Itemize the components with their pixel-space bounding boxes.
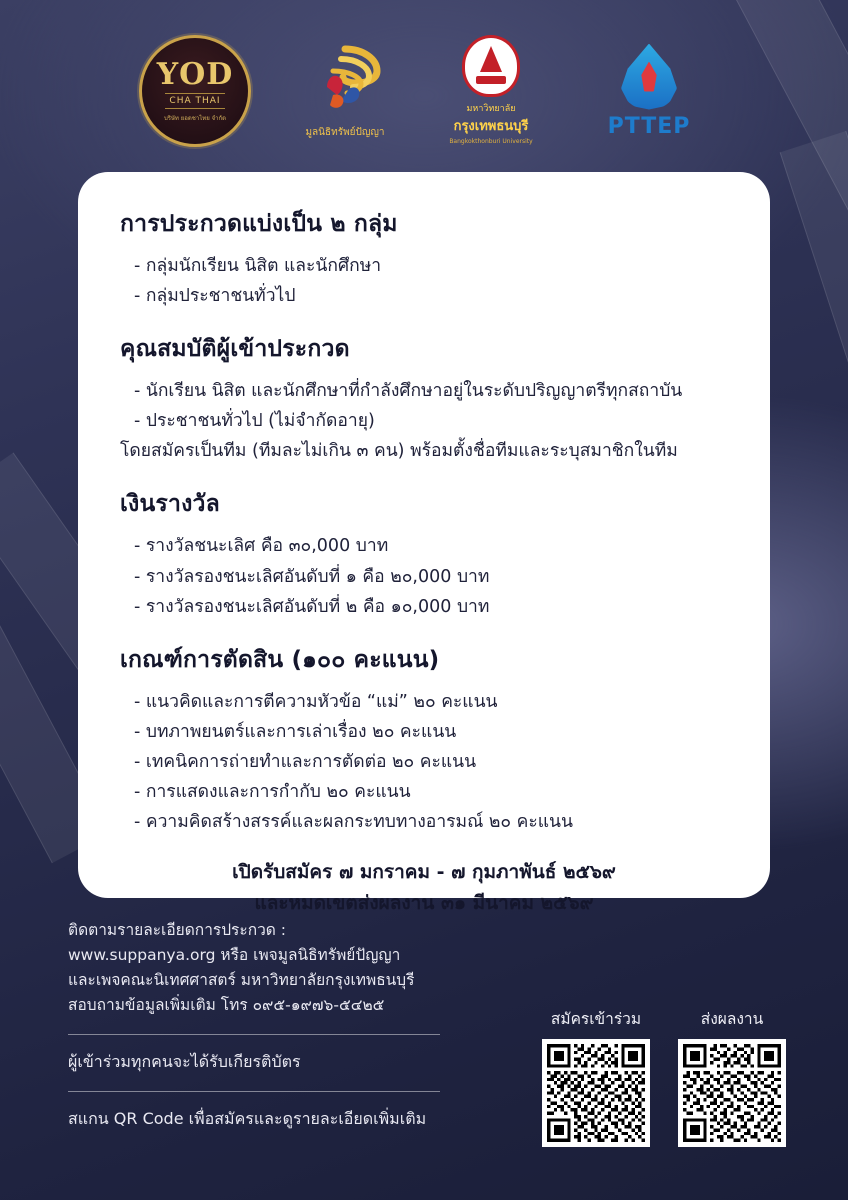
register-qr[interactable] <box>542 1039 650 1147</box>
section-line: โดยสมัครเป็นทีม (ทีมละไม่เกิน ๓ คน) พร้อมตั้งชื่อทีมและระบุสมาชิกในทีม <box>120 441 678 462</box>
certificate-note: ผู้เข้าร่วมทุกคนจะได้รับเกียรติบัตร <box>68 1052 301 1072</box>
section-line: - การแสดงและการกำกับ ๒๐ คะแนน <box>134 782 411 803</box>
section-title: เงินรางวัล <box>120 491 220 518</box>
yod-cha-thai-logo <box>139 35 251 147</box>
submit-qr-block[interactable] <box>678 1006 786 1147</box>
submit-qr-label: ส่งผลงาน <box>700 1010 764 1028</box>
section-line: - กลุ่มนักเรียน นิสิต และนักศึกษา <box>134 256 382 276</box>
submission-deadline: และหมดเขตส่งผลงาน ๓๑ มีนาคม ๒๕๖๙ <box>254 891 594 914</box>
section-prizes <box>120 486 728 621</box>
pttep-logo-text: PTTEP <box>607 113 691 139</box>
suppanya-mark-icon <box>303 43 387 121</box>
section-title: เกณฑ์การตัดสิน (๑๐๐ คะแนน) <box>120 646 440 673</box>
film-strip-decoration <box>780 131 848 476</box>
section-line: - บทภาพยนตร์และการเล่าเรื่อง ๒๐ คะแนน <box>134 721 457 742</box>
pttep-logo <box>589 35 709 147</box>
section-qualifications <box>120 331 728 466</box>
section-line: - แนวคิดและการตีความหัวข้อ “แม่” ๒๐ คะแนน <box>134 691 498 712</box>
footer-line: ติดตามรายละเอียดการประกวด : <box>68 921 287 939</box>
suppanya-logo-thai-text: มูลนิธิทรัพย์ปัญญา <box>305 126 385 138</box>
section-line: - รางวัลรองชนะเลิศอันดับที่ ๑ คือ ๒๐,000 บาท <box>134 566 490 587</box>
section-line: - เทคนิคการถ่ายทำและการตัดต่อ ๒๐ คะแนน <box>134 751 477 772</box>
footer-divider <box>68 1034 440 1035</box>
footer-website: www.suppanya.org หรือ เพจมูลนิธิทรัพย์ปัญญา <box>68 946 401 965</box>
footer-line: และเพจคณะนิเทศศาสตร์ มหาวิทยาลัยกรุงเทพธนบุรี <box>68 971 415 990</box>
important-dates <box>120 857 728 918</box>
university-logo-line1: มหาวิทยาลัย <box>466 104 516 114</box>
suppanya-foundation-logo <box>297 35 393 147</box>
yod-logo-sub-text: CHA THAI <box>165 93 224 109</box>
section-judging-criteria <box>120 642 728 837</box>
footer-phone: สอบถามข้อมูลเพิ่มเติม โทร ๐๙๕-๑๙๗๖-๕๔๒๕ <box>68 996 385 1015</box>
section-title: คุณสมบัติผู้เข้าประกวด <box>120 336 350 363</box>
submit-qr[interactable] <box>678 1039 786 1147</box>
university-crest-icon <box>462 35 520 97</box>
yod-logo-thai-text: บริษัท ยอดชาไทย จำกัด <box>163 114 227 122</box>
university-logo-line3: Bangkokthonburi University <box>449 138 533 145</box>
bangkokthonburi-university-logo <box>439 35 543 147</box>
register-qr-block[interactable] <box>542 1006 650 1147</box>
section-line: - รางวัลชนะเลิศ คือ ๓๐,000 บาท <box>134 536 389 557</box>
section-line: - ความคิดสร้างสรรค์และผลกระทบทางอารมณ์ ๒๐ คะแนน <box>134 812 573 833</box>
section-line: - นักเรียน นิสิต และนักศึกษาที่กำลังศึกษาอยู่ในระดับปริญญาตรีทุกสถาบัน <box>134 381 683 402</box>
yod-logo-main-text: YOD <box>156 56 234 92</box>
contest-details-card <box>78 172 770 914</box>
register-qr-label: สมัครเข้าร่วม <box>550 1010 642 1028</box>
footer-divider <box>68 1091 440 1092</box>
registration-period: เปิดรับสมัคร ๗ มกราคม - ๗ กุมภาพันธ์ ๒๕๖๙ <box>232 861 616 884</box>
section-line: - รางวัลรองชนะเลิศอันดับที่ ๒ คือ ๑๐,000 บาท <box>134 596 490 617</box>
qr-code-area <box>542 1006 786 1147</box>
pttep-droplet-icon <box>621 44 677 110</box>
qr-instruction-note: สแกน QR Code เพื่อสมัครและดูรายละเอียดเพิ่มเติม <box>68 1109 427 1129</box>
section-title: การประกวดแบ่งเป็น ๒ กลุ่ม <box>120 211 398 237</box>
section-line: - ประชาชนทั่วไป (ไม่จำกัดอายุ) <box>134 411 375 432</box>
footer-contact-block <box>68 918 538 1132</box>
sponsor-logos <box>0 26 848 156</box>
section-groups <box>120 206 728 311</box>
section-line: - กลุ่มประชาชนทั่วไป <box>134 286 296 307</box>
pttep-flame-icon <box>638 62 660 92</box>
university-logo-line2: กรุงเทพธนบุรี <box>453 119 529 134</box>
